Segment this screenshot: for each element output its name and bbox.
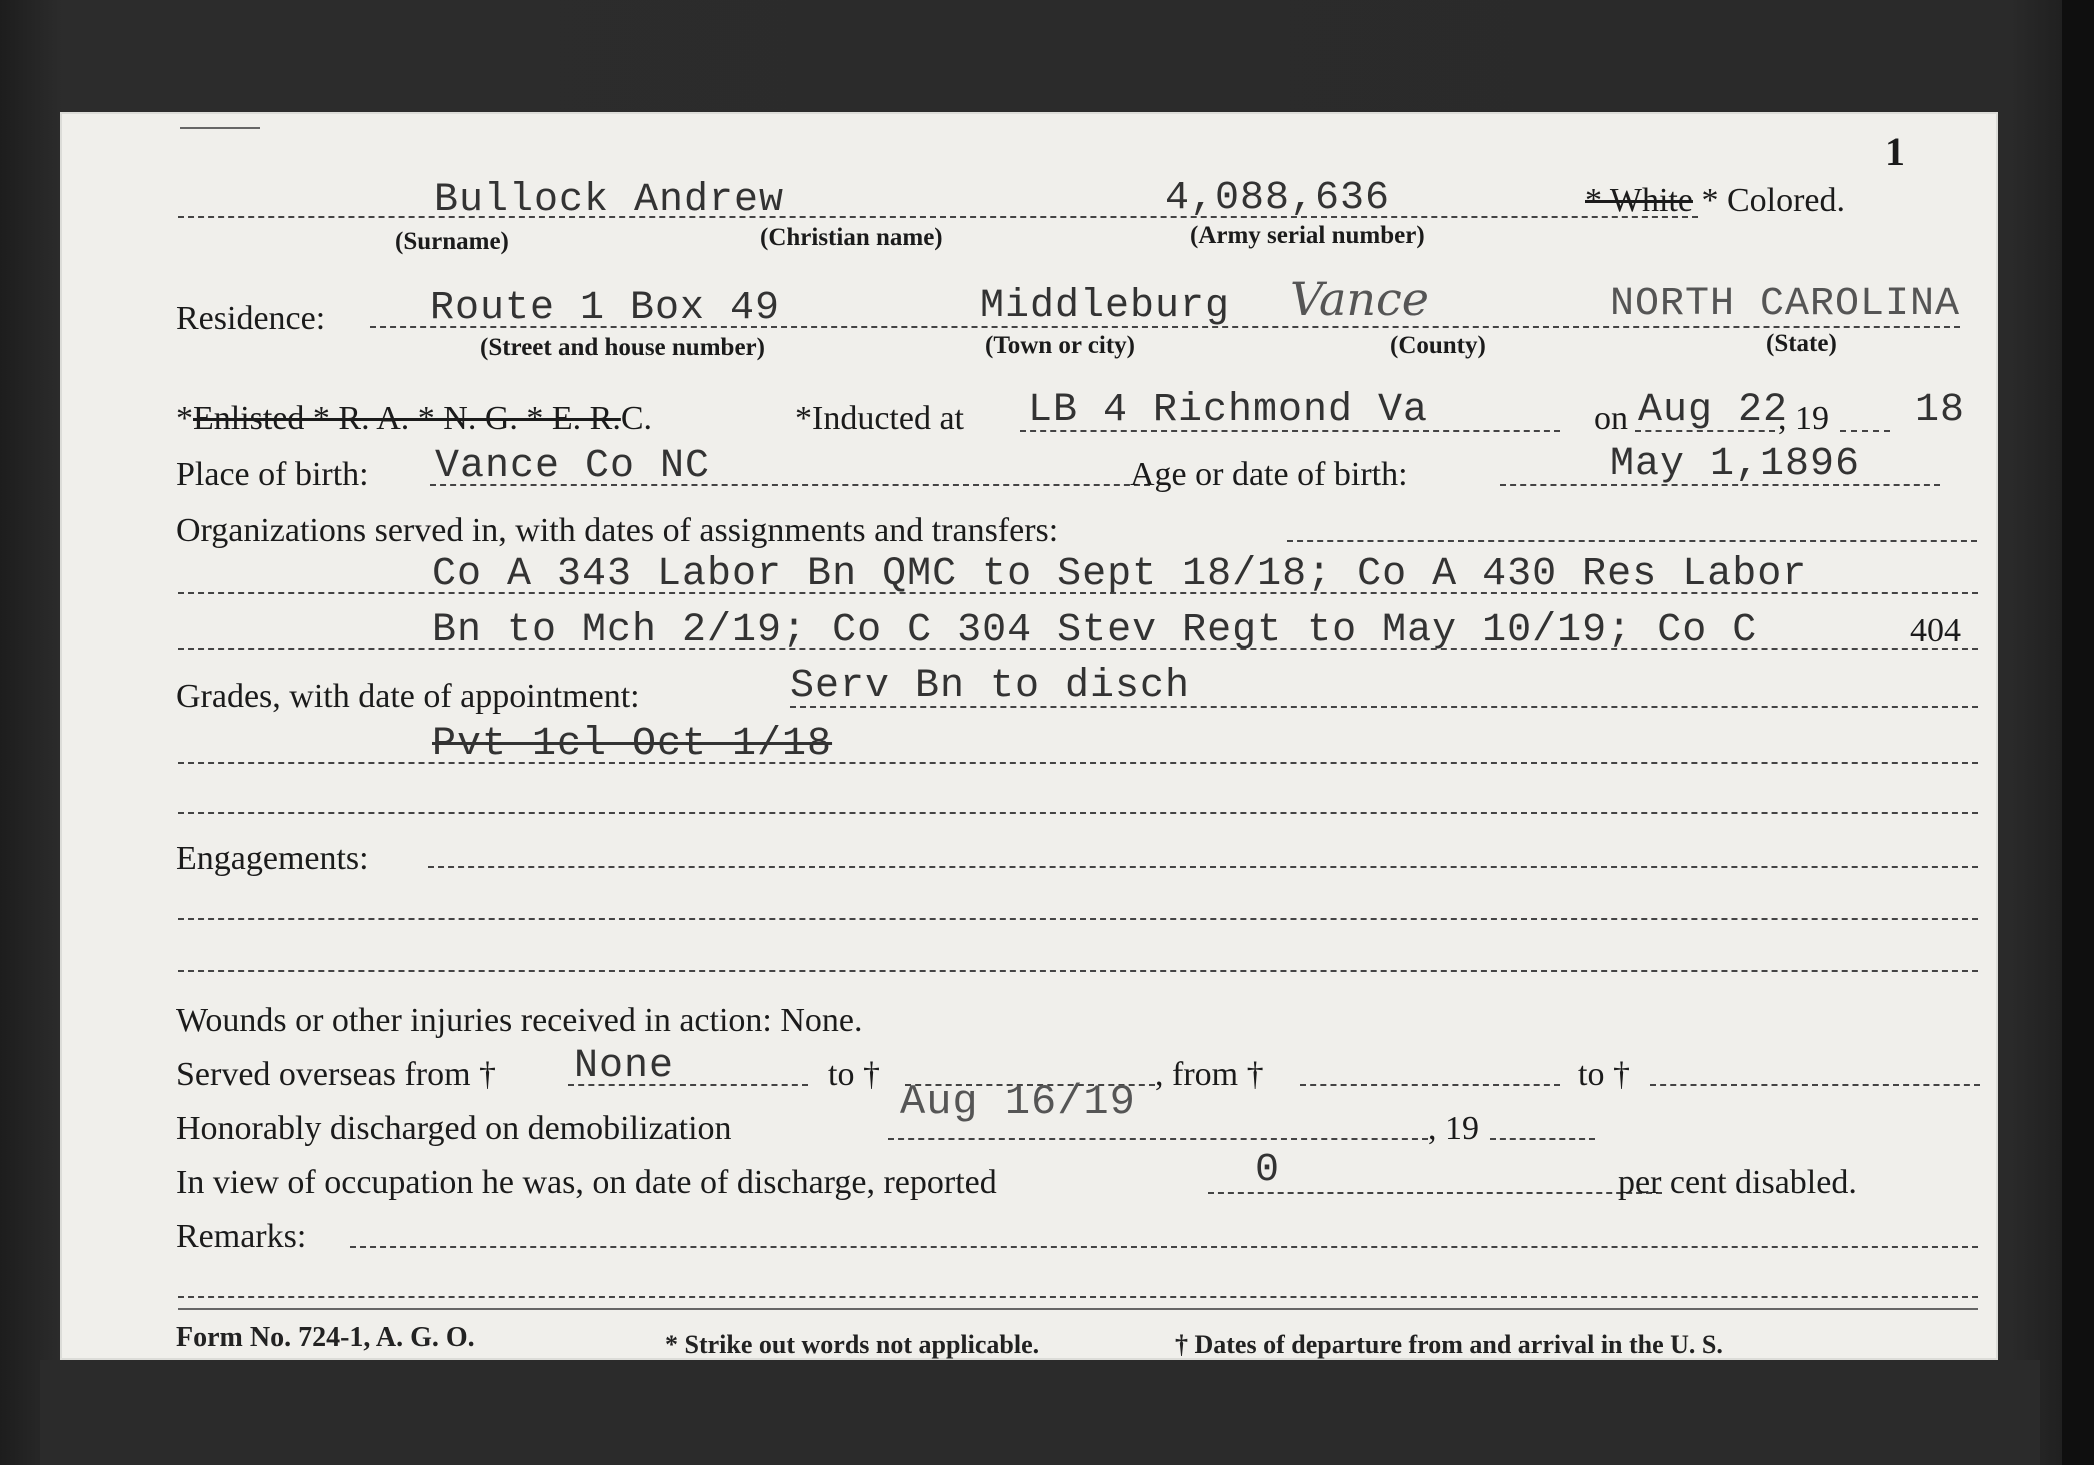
caption-street: (Street and house number)	[480, 334, 765, 361]
year-value: 18	[1915, 388, 1966, 433]
on-label: on	[1594, 400, 1628, 437]
birthplace-label: Place of birth:	[176, 456, 369, 493]
residence-label: Residence:	[176, 300, 326, 337]
grades-label: Grades, with date of appointment:	[176, 678, 640, 715]
enlisted-tail: C.	[620, 400, 653, 437]
state-value: NORTH CAROLINA	[1610, 282, 1961, 327]
engagements-line-1	[178, 918, 1978, 920]
dates-note: † Dates of departure from and arrival in the U. S.	[1175, 1330, 1723, 1359]
remarks-line-1	[178, 1296, 1978, 1298]
year-prefix: , 19	[1778, 400, 1829, 437]
occupation-tail: per cent disabled.	[1618, 1164, 1857, 1201]
year-line	[1840, 430, 1890, 432]
caption-county: (County)	[1390, 332, 1486, 359]
scan-edge-strip	[2062, 0, 2094, 1465]
inducted-value: LB 4 Richmond Va	[1028, 388, 1429, 433]
card-number: 1	[1885, 129, 1905, 174]
inducted-label: *Inducted at	[795, 400, 964, 437]
top-rule	[180, 127, 260, 129]
remarks-label: Remarks:	[176, 1218, 307, 1255]
form-number: Form No. 724-1, A. G. O.	[176, 1322, 475, 1353]
strike-note: * Strike out words not applicable.	[665, 1330, 1040, 1359]
discharged-year-line	[1490, 1138, 1595, 1140]
overseas-from2-line	[1300, 1084, 1560, 1086]
discharged-line	[888, 1138, 1428, 1140]
caption-serial: (Army serial number)	[1190, 222, 1425, 249]
orgs-line-0	[1287, 540, 1977, 542]
caption-surname: (Surname)	[395, 228, 509, 255]
grades-value: Serv Bn to disch	[790, 664, 1191, 709]
footer-rule	[178, 1308, 1978, 1310]
race-white-struck: * White	[1585, 182, 1693, 219]
overseas-value: None	[574, 1044, 675, 1089]
orgs-value-2: Bn to Mch 2/19; Co C 304 Stev Regt to May 10/19; Co C	[432, 608, 1758, 653]
surname-value: Bullock Andrew	[434, 178, 785, 223]
caption-christian: (Christian name)	[760, 224, 943, 251]
serial-value: 4,088,636	[1165, 176, 1391, 221]
street-value: Route 1 Box 49	[430, 286, 781, 331]
scan-bottom-edge	[40, 1360, 2040, 1465]
inducted-date: Aug 22	[1638, 388, 1789, 433]
occupation-value: 0	[1255, 1148, 1281, 1193]
to-label: to †	[828, 1056, 880, 1093]
discharged-year: , 19	[1428, 1110, 1479, 1147]
county-value: Vance	[1290, 272, 1430, 326]
discharged-value: Aug 16/19	[900, 1078, 1136, 1126]
orgs-label: Organizations served in, with dates of assignments and transfers:	[176, 512, 1059, 549]
service-record-card	[60, 112, 1998, 1360]
enlistment-row	[176, 400, 652, 438]
engagements-label: Engagements:	[176, 840, 369, 877]
age-value: May 1,1896	[1610, 442, 1861, 487]
enlisted-star: *	[176, 400, 193, 437]
grades-value-2: Pvt 1cl Oct 1/18	[432, 722, 833, 767]
caption-state: (State)	[1766, 330, 1837, 357]
caption-town: (Town or city)	[985, 332, 1135, 359]
grades-line-2	[178, 812, 1978, 814]
enlisted-struck: Enlisted * R. A. * N. G. * E. R.	[193, 400, 621, 437]
engagements-line-0	[428, 866, 1978, 868]
race-colored: * Colored.	[1701, 182, 1846, 219]
to2-label: to †	[1578, 1056, 1630, 1093]
age-label: Age or date of birth:	[1130, 456, 1408, 493]
race-options	[1585, 182, 1845, 220]
name-line	[178, 216, 1698, 218]
birthplace-value: Vance Co NC	[435, 444, 711, 489]
engagements-line-2	[178, 970, 1978, 972]
from-label: , from †	[1155, 1056, 1264, 1093]
overseas-to2-line	[1650, 1084, 1980, 1086]
overseas-label: Served overseas from †	[176, 1056, 497, 1093]
discharged-label: Honorably discharged on demobilization	[176, 1110, 732, 1147]
town-value: Middleburg	[980, 284, 1231, 329]
orgs-value-1: Co A 343 Labor Bn QMC to Sept 18/18; Co A 430 Res Labor	[432, 552, 1808, 597]
occupation-label: In view of occupation he was, on date of discharge, reported	[176, 1164, 997, 1201]
remarks-line-0	[350, 1246, 1978, 1248]
orgs-value-2-tail: 404	[1910, 612, 1961, 649]
wounds-text: Wounds or other injuries received in action: None.	[176, 1002, 863, 1039]
